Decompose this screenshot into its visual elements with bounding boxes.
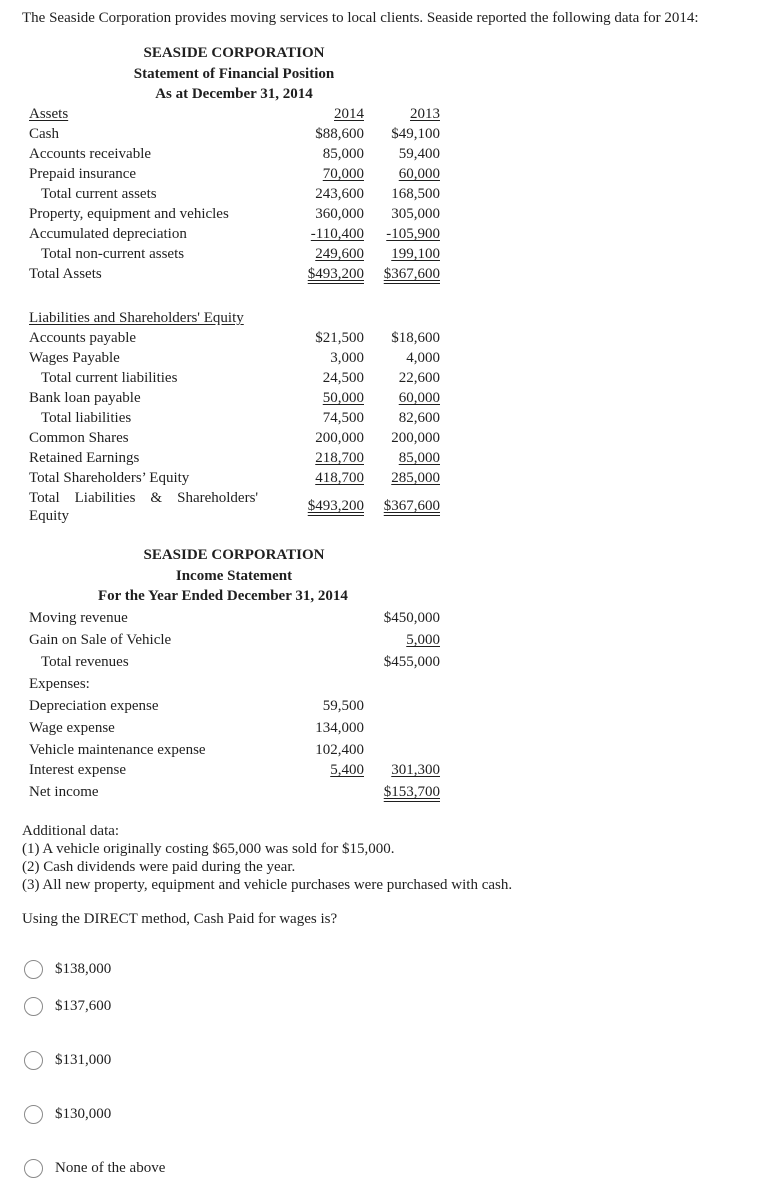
equity-label: Retained Earnings bbox=[29, 450, 140, 466]
radio-button[interactable] bbox=[24, 997, 43, 1016]
liability-value-2014: 50,000 bbox=[322, 390, 364, 406]
answer-option[interactable] bbox=[24, 1105, 111, 1124]
is-period: For the Year Ended December 31, 2014 bbox=[98, 588, 348, 604]
asset-value-2014: 85,000 bbox=[322, 146, 364, 162]
radio-button[interactable] bbox=[24, 1159, 43, 1178]
expense-value: 59,500 bbox=[322, 698, 364, 714]
intro-text: The Seaside Corporation provides moving services to local clients. Seaside reported the following data for 2014: bbox=[22, 10, 699, 26]
net-income-label: Net income bbox=[29, 784, 99, 800]
year-2014-header: 2014 bbox=[334, 106, 364, 122]
liability-value-2014: 3,000 bbox=[330, 350, 364, 366]
liability-value-2014: 24,500 bbox=[322, 370, 364, 386]
total-assets-2014: $493,200 bbox=[307, 266, 364, 282]
equity-value-2014: 200,000 bbox=[315, 430, 364, 446]
liability-value-2014: $21,500 bbox=[315, 330, 364, 346]
expense-value: 102,400 bbox=[315, 742, 364, 758]
answer-option-label: $130,000 bbox=[55, 1106, 112, 1122]
liability-value-2014: 74,500 bbox=[322, 410, 364, 426]
asset-value-2013: -105,900 bbox=[386, 226, 440, 242]
expense-value: 5,400 bbox=[330, 762, 364, 778]
equity-value-2013: 85,000 bbox=[398, 450, 440, 466]
revenue-value: 5,000 bbox=[406, 632, 440, 648]
total-assets-label: Total Assets bbox=[29, 266, 102, 282]
answer-option[interactable] bbox=[24, 997, 111, 1016]
total-le-2013: $367,600 bbox=[383, 498, 440, 514]
total-expenses-value: 301,300 bbox=[391, 762, 440, 778]
bs-company-title: SEASIDE CORPORATION bbox=[143, 45, 325, 61]
liability-label: Accounts payable bbox=[29, 330, 137, 346]
asset-value-2013: 60,000 bbox=[398, 166, 440, 182]
additional-data bbox=[22, 822, 512, 894]
asset-total-label: Total current assets bbox=[41, 186, 157, 202]
total-le-label-cont: Equity bbox=[29, 508, 69, 524]
is-statement-title: Income Statement bbox=[175, 568, 293, 584]
additional-item: (2) Cash dividends were paid during the year. bbox=[22, 859, 296, 875]
asset-label: Property, equipment and vehicles bbox=[29, 206, 229, 222]
asset-total-label: Total non-current assets bbox=[41, 246, 185, 262]
equity-value-2014: 218,700 bbox=[315, 450, 364, 466]
total-revenues-value: $455,000 bbox=[383, 654, 440, 670]
question-text: Using the DIRECT method, Cash Paid for wages is? bbox=[22, 911, 338, 927]
answer-option[interactable] bbox=[24, 1159, 165, 1178]
asset-label: Accumulated depreciation bbox=[29, 226, 187, 242]
equity-total-label: Total Shareholders’ Equity bbox=[29, 470, 190, 486]
bs-date: As at December 31, 2014 bbox=[155, 86, 313, 102]
answer-option[interactable] bbox=[24, 960, 111, 979]
additional-header: Additional data: bbox=[22, 823, 120, 839]
total-revenues-label: Total revenues bbox=[41, 654, 129, 670]
asset-label: Accounts receivable bbox=[29, 146, 152, 162]
asset-value-2013: $49,100 bbox=[391, 126, 440, 142]
radio-button[interactable] bbox=[24, 1051, 43, 1070]
liabilities-header: Liabilities and Shareholders' Equity bbox=[29, 310, 244, 326]
bs-statement-title: Statement of Financial Position bbox=[133, 66, 335, 82]
asset-value-2014: -110,400 bbox=[310, 226, 364, 242]
equity-value-2013: 200,000 bbox=[391, 430, 440, 446]
liability-value-2013: $18,600 bbox=[391, 330, 440, 346]
asset-value-2013: 199,100 bbox=[391, 246, 440, 262]
additional-item: (3) All new property, equipment and vehicle purchases were purchased with cash. bbox=[22, 877, 513, 893]
additional-item: (1) A vehicle originally costing $65,000 was sold for $15,000. bbox=[22, 841, 395, 857]
asset-value-2014: $88,600 bbox=[315, 126, 364, 142]
total-le-2014: $493,200 bbox=[307, 498, 364, 514]
expense-label: Vehicle maintenance expense bbox=[29, 742, 206, 758]
liability-total-label: Total liabilities bbox=[41, 410, 132, 426]
total-le-label: Total Liabilities & Shareholders' bbox=[29, 490, 259, 506]
asset-value-2014: 249,600 bbox=[315, 246, 364, 262]
is-company-title: SEASIDE CORPORATION bbox=[143, 547, 325, 563]
liability-value-2013: 4,000 bbox=[406, 350, 440, 366]
asset-label: Cash bbox=[29, 126, 59, 142]
asset-value-2014: 360,000 bbox=[315, 206, 364, 222]
equity-value-2013: 285,000 bbox=[391, 470, 440, 486]
expense-label: Interest expense bbox=[29, 762, 127, 778]
answer-option[interactable] bbox=[24, 1051, 111, 1070]
liability-total-label: Total current liabilities bbox=[41, 370, 178, 386]
liability-value-2013: 22,600 bbox=[398, 370, 440, 386]
expense-label: Depreciation expense bbox=[29, 698, 159, 714]
expenses-header: Expenses: bbox=[29, 676, 90, 692]
asset-value-2013: 168,500 bbox=[391, 186, 440, 202]
radio-button[interactable] bbox=[24, 1105, 43, 1124]
equity-label: Common Shares bbox=[29, 430, 129, 446]
liability-value-2013: 82,600 bbox=[398, 410, 440, 426]
liability-label: Bank loan payable bbox=[29, 390, 141, 406]
asset-value-2013: 305,000 bbox=[391, 206, 440, 222]
answer-option-label: $131,000 bbox=[55, 1052, 112, 1068]
revenue-label: Gain on Sale of Vehicle bbox=[29, 632, 172, 648]
liability-label: Wages Payable bbox=[29, 350, 120, 366]
revenue-label: Moving revenue bbox=[29, 610, 128, 626]
total-assets-2013: $367,600 bbox=[383, 266, 440, 282]
net-income-value: $153,700 bbox=[383, 784, 440, 800]
expense-label: Wage expense bbox=[29, 720, 115, 736]
liability-value-2013: 60,000 bbox=[398, 390, 440, 406]
asset-value-2013: 59,400 bbox=[398, 146, 440, 162]
year-2013-header: 2013 bbox=[410, 106, 440, 122]
asset-value-2014: 70,000 bbox=[322, 166, 364, 182]
answer-option-label: $138,000 bbox=[55, 961, 112, 977]
radio-button[interactable] bbox=[24, 960, 43, 979]
answer-option-label: $137,600 bbox=[55, 998, 112, 1014]
expense-value: 134,000 bbox=[315, 720, 364, 736]
answer-option-label: None of the above bbox=[55, 1160, 166, 1176]
asset-value-2014: 243,600 bbox=[315, 186, 364, 202]
asset-label: Prepaid insurance bbox=[29, 166, 137, 182]
assets-header: Assets bbox=[29, 106, 69, 122]
revenue-value: $450,000 bbox=[383, 610, 440, 626]
equity-value-2014: 418,700 bbox=[315, 470, 364, 486]
